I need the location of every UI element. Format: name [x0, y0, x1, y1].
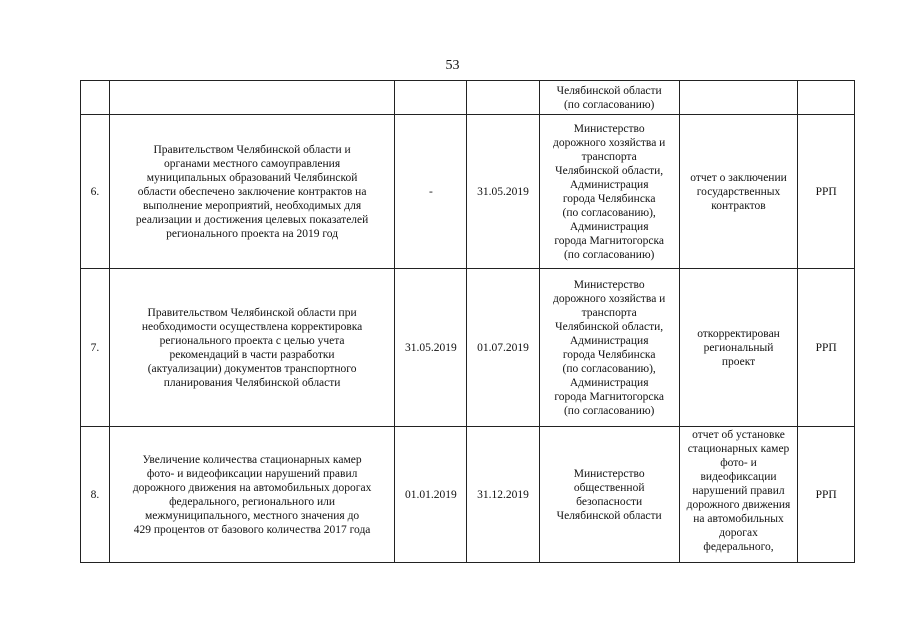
result-description: откорректирован региональный проект	[679, 269, 798, 427]
start-date: -	[395, 115, 467, 269]
result-description: отчет о заключении государственных контрактов	[679, 115, 798, 269]
page-number: 53	[445, 58, 460, 73]
row-number: 6.	[81, 115, 110, 269]
responsible-party: Министерство дорожного хозяйства и транспорта Челябинской области, Администрация города Челябинска (по согласованию), Администрация города Магнитогорска (по согласованию)	[539, 269, 679, 427]
plan-table	[80, 80, 855, 563]
responsible-party: Министерство общественной безопасности Челябинской области	[539, 427, 679, 563]
event-description: Правительством Челябинской области при необходимости осуществлена корректировка регионального проекта с целью учета рекомендаций в части разработки (актуализации) документов транспортного планирования Челябинской области	[109, 269, 394, 427]
end-date: 01.07.2019	[467, 269, 539, 427]
result-description	[679, 81, 798, 115]
responsible-party: Челябинской области (по согласованию)	[539, 81, 679, 115]
table-row	[81, 269, 855, 427]
row-number: 8.	[81, 427, 110, 563]
control-level: РРП	[798, 115, 855, 269]
row-number: 7.	[81, 269, 110, 427]
end-date: 31.12.2019	[467, 427, 539, 563]
start-date	[395, 81, 467, 115]
event-description: Правительством Челябинской области и органами местного самоуправления муниципальных образований Челябинской области обеспечено заключение контрактов на выполнение мероприятий, необходимых для реализации и достижения целевых показателей регионального проекта на 2019 год	[109, 115, 394, 269]
end-date: 31.05.2019	[467, 115, 539, 269]
start-date: 31.05.2019	[395, 269, 467, 427]
table-row	[81, 115, 855, 269]
table-row	[81, 427, 855, 563]
start-date: 01.01.2019	[395, 427, 467, 563]
event-description: Увеличение количества стационарных камер фото- и видеофиксации нарушений правил дорожного движения на автомобильных дорогах федерального, регионального или межмуниципального, местного значения до 429 процентов от базового количества 2017 года	[109, 427, 394, 563]
responsible-party: Министерство дорожного хозяйства и транспорта Челябинской области, Администрация города Челябинска (по согласованию), Администрация города Магнитогорска (по согласованию)	[539, 115, 679, 269]
result-description: отчет об установке стационарных камер фото- и видеофиксации нарушений правил дорожного движения на автомобильных дорогах федерального,	[679, 427, 798, 563]
event-description	[109, 81, 394, 115]
table-row	[81, 81, 855, 115]
control-level: РРП	[798, 269, 855, 427]
row-number	[81, 81, 110, 115]
control-level: РРП	[798, 427, 855, 563]
end-date	[467, 81, 539, 115]
control-level	[798, 81, 855, 115]
